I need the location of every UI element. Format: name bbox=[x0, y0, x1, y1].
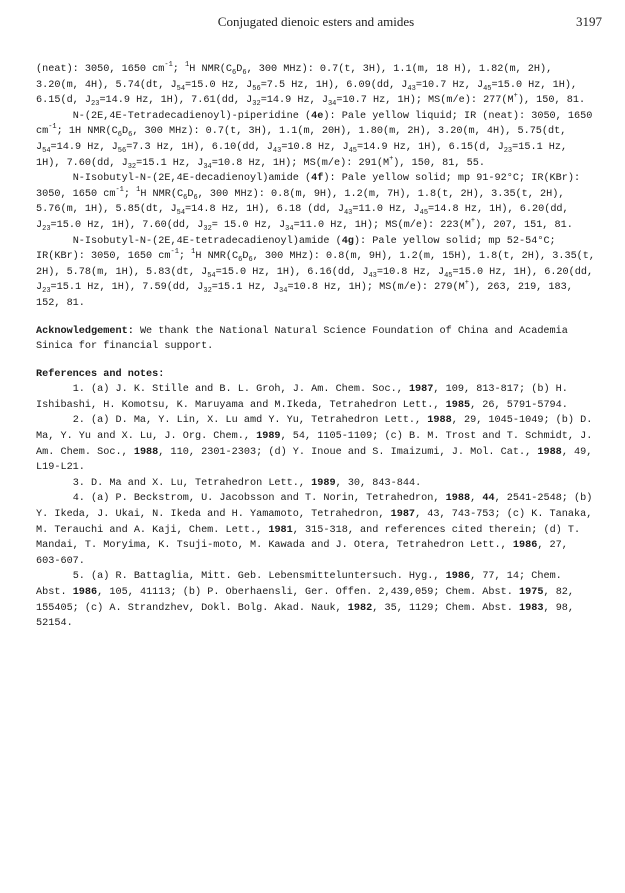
compound-data-paragraph bbox=[36, 62, 596, 109]
text-run: =10.8 Hz, J bbox=[281, 141, 349, 153]
text-run: =14.9 Hz, 1H), 6.15(d, J bbox=[356, 141, 504, 153]
superscript-text: -1 bbox=[164, 61, 173, 69]
text-run: ): Pale yellow solid; mp 52-54°C; IR(KBr): 3050, 1650 cm bbox=[36, 235, 562, 263]
bold-text: 1988 bbox=[427, 415, 452, 427]
text-run: ), 150, 81, 55. bbox=[393, 157, 485, 169]
text-run: N-Isobutyl-N-(2E,4E-decadienoyl)amide ( bbox=[36, 173, 312, 185]
text-run: , 35, 1129; Chem. Abst. bbox=[372, 602, 519, 614]
text-run: 5. (a) R. Battaglia, Mitt. Geb. Lebensmitteluntersuch. Hyg., bbox=[36, 571, 446, 583]
subscript-text: 34 bbox=[203, 162, 212, 171]
text-run: =7.3 Hz, 1H), 6.10(dd, J bbox=[126, 141, 273, 153]
acknowledgement-paragraph bbox=[36, 324, 596, 355]
bold-text: 1988 bbox=[445, 493, 471, 505]
text-run: =15.1 Hz, J bbox=[136, 157, 204, 169]
subscript-text: 43 bbox=[343, 209, 353, 218]
text-run: N-(2E,4E-Tetradecadienoyl)-piperidine ( bbox=[36, 110, 312, 122]
bold-text: 4g bbox=[341, 235, 354, 247]
text-run: , 300 MHz): 0.8(m, 9H), 1.2(m, 7H), 1.8(t, 2H), 3.35(t, 2H), 5.76(m, 1H), 5.85(dt, J bbox=[36, 188, 571, 216]
running-title: Conjugated dienoic esters and amides bbox=[217, 14, 415, 29]
text-run: = 15.0 Hz, J bbox=[211, 219, 286, 231]
text-run: D bbox=[187, 188, 194, 200]
text-run: ; bbox=[123, 188, 137, 200]
superscript-text: + bbox=[389, 154, 394, 163]
text-run: H NMR(C bbox=[189, 64, 233, 75]
subscript-text: 43 bbox=[272, 146, 282, 155]
subscript-text: 32 bbox=[203, 287, 212, 296]
subscript-text: 6 bbox=[242, 69, 247, 77]
subscript-text: 56 bbox=[252, 84, 261, 93]
text-run: , bbox=[470, 493, 483, 505]
reference-item bbox=[36, 476, 596, 492]
subscript-text: 45 bbox=[348, 146, 357, 155]
text-run: =14.9 Hz, J bbox=[260, 95, 328, 107]
text-run: , 26, 5791-5794. bbox=[470, 399, 568, 411]
text-run: D bbox=[242, 251, 249, 263]
text-run: 1. (a) J. K. Stille and B. L. Groh, J. Am. Chem. Soc., bbox=[36, 384, 409, 396]
superscript-text: -1 bbox=[115, 185, 124, 194]
text-run: =11.0 Hz, J bbox=[352, 204, 420, 216]
superscript-text: 1 bbox=[191, 248, 196, 257]
subscript-text: 6 bbox=[117, 131, 122, 140]
subscript-text: 23 bbox=[503, 146, 513, 155]
superscript-text: 1 bbox=[185, 61, 190, 69]
text-run: =10.7 Hz, J bbox=[415, 79, 484, 91]
bold-text: 1986 bbox=[512, 540, 538, 552]
text-run: =14.8 Hz, 1H), 6.18 (dd, J bbox=[185, 204, 344, 216]
reference-item bbox=[36, 382, 596, 413]
compound-data-paragraph bbox=[36, 109, 599, 171]
subscript-text: 34 bbox=[279, 287, 288, 296]
acknowledgement-label: Acknowledgement: bbox=[36, 325, 134, 337]
bold-text: 1987 bbox=[408, 384, 434, 396]
subscript-text: 34 bbox=[327, 100, 337, 109]
subscript-text: 45 bbox=[419, 209, 429, 218]
text-run: ), 263, 219, 183, 152, 81. bbox=[36, 282, 579, 309]
text-run: =15.0 Hz, 1H), 6.15(d, J bbox=[36, 79, 584, 107]
text-run: D bbox=[236, 64, 243, 75]
text-run: , 98, 52154. bbox=[36, 602, 581, 630]
text-run: , 315-318, and references cited therein; (d) T. Mandai, T. Moryima, K. Tsuji-moto, M. Kawada and J. Otera, Tetrahedron Lett., bbox=[36, 524, 587, 552]
superscript-text: -1 bbox=[48, 123, 57, 132]
bold-text: 1975 bbox=[519, 587, 544, 598]
subscript-text: 6 bbox=[232, 69, 237, 77]
references-heading: References and notes: bbox=[36, 368, 165, 380]
text-run: , 49, L19-L21. bbox=[36, 446, 599, 474]
bold-text: 1985 bbox=[445, 399, 471, 411]
text-run: =15.1 Hz, J bbox=[211, 282, 280, 294]
text-run: =11.0 Hz, 1H); MS(m/e): 223(M bbox=[293, 219, 471, 231]
compound-data-paragraph bbox=[36, 234, 602, 312]
text-run: , 110, 2301-2303; (d) Y. Inoue and S. Imaizumi, J. Mol. Cat., bbox=[158, 446, 538, 458]
subscript-text: 32 bbox=[203, 224, 212, 233]
text-run: =14.9 Hz, J bbox=[50, 141, 118, 153]
compound-data-paragraph bbox=[36, 171, 596, 233]
acknowledgement-text: We thank the National Natural Science Foundation of China and Academia Sinica for financial support. bbox=[36, 325, 575, 353]
text-run: =10.8 Hz, J bbox=[376, 266, 445, 278]
text-run: , 300 MHz): 0.8(m, 9H), 1.2(m, 15H), 1.8(t, 2H), 3.35(t, 2H), 5.78(m, 1H), 5.83(dt, J bbox=[36, 251, 602, 278]
text-run: =7.5 Hz, 1H), 6.09(dd, J bbox=[260, 79, 408, 91]
subscript-text: 54 bbox=[176, 209, 186, 218]
text-run: 2. (a) D. Ma, Y. Lin, X. Lu amd Y. Yu, Tetrahedron Lett., bbox=[36, 415, 428, 427]
text-run: , 109, 813-817; (b) H. Ishibashi, H. Komotsu, K. Maruyama and M.Ikeda, Tetrahedron Lett., bbox=[36, 384, 575, 411]
text-run: , 105, 41113; (b) P. Oberhaensli, Ger. Offen. 2,439,059; Chem. Abst. bbox=[97, 587, 519, 598]
subscript-text: 6 bbox=[248, 256, 253, 265]
bold-text: 1987 bbox=[390, 509, 416, 521]
text-run: , 27, 603-607. bbox=[36, 540, 575, 567]
text-run: ): Pale yellow liquid; IR (neat): 3050, 1650 cm bbox=[36, 110, 599, 138]
text-run: ; bbox=[172, 64, 186, 75]
text-run: =10.8 Hz, 1H); MS(m/e): 279(M bbox=[287, 282, 465, 294]
bold-text: 4f bbox=[311, 173, 324, 185]
subscript-text: 23 bbox=[42, 224, 51, 233]
text-run: =15.0 Hz, 1H), 6.16(dd, J bbox=[215, 266, 369, 278]
bold-text: 1988 bbox=[537, 446, 562, 458]
text-run: , 29, 1045-1049; (b) D. Ma, Y. Yu and X. Lu, J. Org. Chem., bbox=[36, 415, 599, 443]
subscript-text: 54 bbox=[207, 271, 216, 280]
subscript-text: 45 bbox=[444, 271, 453, 280]
subscript-text: 32 bbox=[252, 100, 261, 109]
superscript-text: + bbox=[464, 279, 469, 288]
bold-text: 1989 bbox=[311, 477, 336, 489]
text-run: =10.8 Hz, 1H); MS(m/e): 291(M bbox=[211, 157, 390, 169]
text-run: H NMR(C bbox=[195, 251, 239, 263]
reference-item bbox=[36, 569, 596, 631]
subscript-text: 43 bbox=[407, 84, 416, 93]
bold-text: 1982 bbox=[347, 602, 373, 614]
subscript-text: 6 bbox=[238, 256, 243, 265]
bold-text: 4e bbox=[311, 110, 324, 122]
subscript-text: 45 bbox=[483, 84, 492, 93]
subscript-text: 6 bbox=[193, 193, 198, 202]
reference-item bbox=[36, 413, 599, 475]
text-run: , 30, 843-844. bbox=[335, 477, 422, 489]
text-run: ): Pale yellow solid; mp 91-92°C; IR(KBr): 3050, 1650 cm bbox=[36, 173, 587, 200]
text-run: 3. D. Ma and X. Lu, Tetrahedron Lett., bbox=[36, 477, 312, 489]
bold-text: 44 bbox=[482, 493, 495, 505]
bold-text: 1981 bbox=[268, 524, 293, 536]
subscript-text: 56 bbox=[117, 146, 127, 155]
text-run: ), 207, 151, 81. bbox=[475, 219, 573, 231]
text-run: =14.8 Hz, 1H), 6.20(dd, J bbox=[36, 204, 575, 231]
bold-text: 1986 bbox=[445, 571, 471, 583]
text-run: , 2541-2548; (b) Y. Ikeda, J. Ukai, N. Ikeda and H. Yamamoto, Tetrahedron, bbox=[36, 493, 599, 521]
subscript-text: 34 bbox=[285, 224, 294, 233]
text-run: , 82, 155405; (c) A. Strandzhev, Dokl. Bolg. Akad. Nauk, bbox=[36, 587, 581, 614]
text-run: ), 150, 81. bbox=[517, 95, 586, 107]
text-run: =15.0 Hz, 1H), 7.60(dd, J bbox=[50, 219, 204, 231]
text-run: =15.0 Hz, J bbox=[185, 79, 253, 91]
superscript-text: 1 bbox=[136, 185, 141, 194]
subscript-text: 43 bbox=[368, 271, 377, 280]
text-run: =10.7 Hz, 1H); MS(m/e): 277(M bbox=[336, 95, 514, 107]
bold-text: 1986 bbox=[72, 587, 98, 598]
superscript-text: + bbox=[513, 92, 518, 101]
superscript-text: + bbox=[470, 216, 476, 225]
subscript-text: 6 bbox=[183, 193, 188, 202]
text-run: D bbox=[121, 126, 129, 138]
subscript-text: 23 bbox=[42, 287, 51, 296]
text-run: , 77, 14; Chem. Abst. bbox=[36, 571, 568, 598]
text-run: , 43, 743-753; (c) K. Tanaka, M. Terauchi and A. Kaji, Chem. Lett., bbox=[36, 509, 599, 536]
subscript-text: 54 bbox=[42, 146, 51, 155]
reference-item bbox=[36, 491, 599, 569]
text-run: , 300 MHz): 0.7(t, 3H), 1.1(m, 18 H), 1.82(m, 2H), 3.20(m, 4H), 5.74(dt, J bbox=[36, 64, 559, 91]
text-run: (neat): 3050, 1650 cm bbox=[36, 64, 165, 75]
page-header bbox=[30, 14, 602, 34]
text-run: ; bbox=[178, 251, 192, 263]
text-run: 4. (a) P. Beckstrom, U. Jacobsson and T. Norin, Tetrahedron, bbox=[36, 493, 446, 505]
text-run: H NMR(C bbox=[140, 188, 184, 200]
text-run: ; 1H NMR(C bbox=[56, 126, 118, 138]
bold-text: 1988 bbox=[133, 446, 159, 458]
text-run: =15.0 Hz, 1H), 6.20(dd, J bbox=[36, 266, 600, 294]
text-run: =14.9 Hz, 1H), 7.61(dd, J bbox=[99, 95, 253, 107]
body-text bbox=[36, 61, 602, 632]
text-run: =15.1 Hz, 1H), 7.60(dd, J bbox=[36, 141, 574, 169]
subscript-text: 54 bbox=[176, 84, 186, 93]
superscript-text: -1 bbox=[170, 248, 179, 257]
bold-text: 1989 bbox=[256, 431, 281, 443]
text-run: , 54, 1105-1109; (c) B. M. Trost and T. Schmidt, J. Am. Chem. Soc., bbox=[36, 431, 599, 458]
text-run: N-Isobutyl-N-(2E,4E-tetradecadienoyl)amide ( bbox=[36, 235, 342, 247]
text-run: =15.1 Hz, 1H), 7.59(dd, J bbox=[50, 282, 204, 294]
subscript-text: 32 bbox=[127, 162, 137, 171]
bold-text: 1983 bbox=[519, 602, 544, 614]
subscript-text: 6 bbox=[128, 131, 133, 140]
subscript-text: 23 bbox=[91, 100, 100, 109]
page-number: 3197 bbox=[576, 14, 602, 29]
text-run: , 300 MHz): 0.7(t, 3H), 1.1(m, 20H), 1.80(m, 2H), 3.20(m, 4H), 5.75(dt, J bbox=[36, 126, 573, 153]
